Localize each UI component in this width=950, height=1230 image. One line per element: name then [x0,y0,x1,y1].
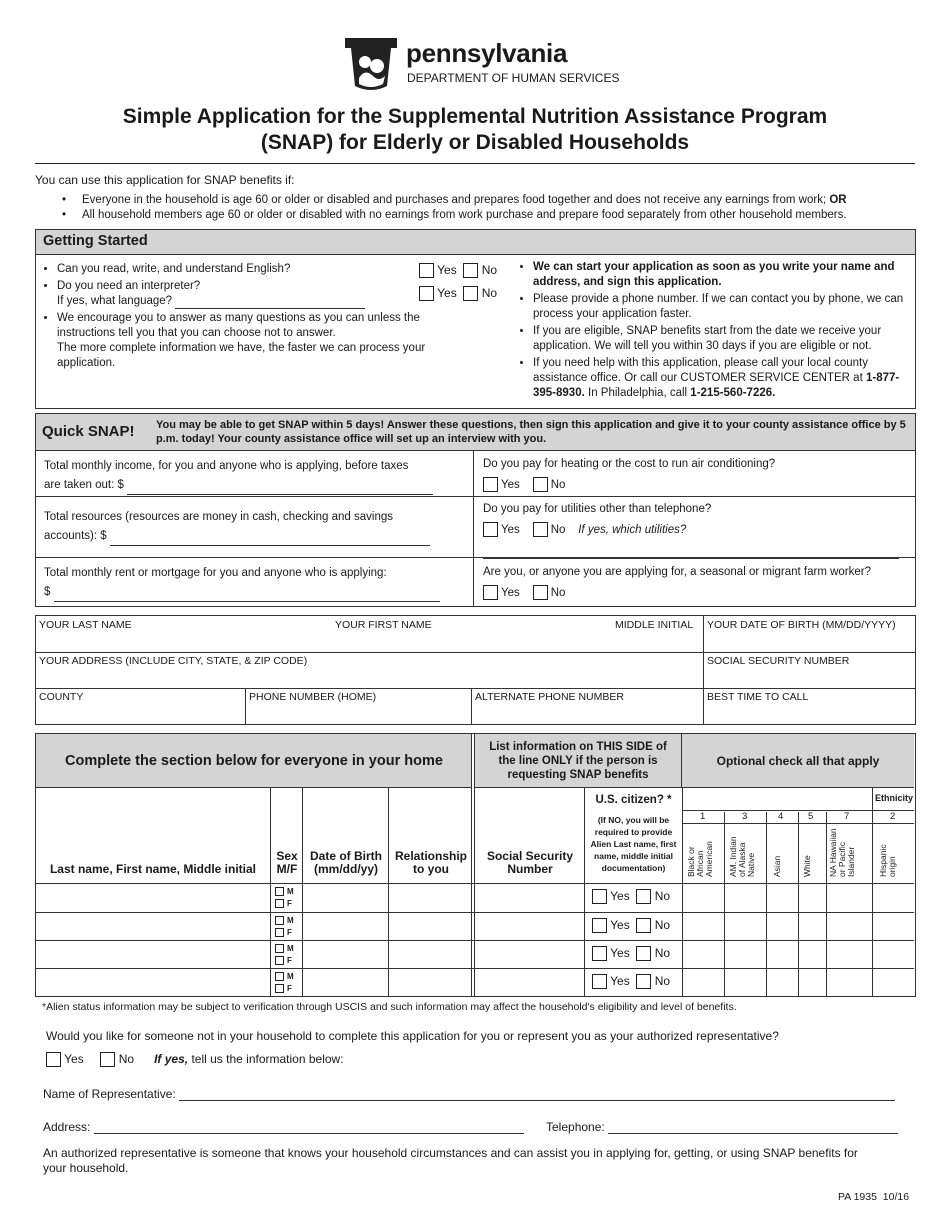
alt-phone-field[interactable]: ALTERNATE PHONE NUMBER [475,691,624,703]
col-ssn-header: Social Security Number [486,849,574,876]
citizen-yes-checkbox[interactable] [592,889,607,904]
sex-checkboxes: M F [275,971,294,995]
rep-note: An authorized representative is someone that knows your household circumstances and can assist you in applying for, getting, or using SNAP benefits for your household. [43,1146,858,1175]
form-id: PA 1935 10/16 [838,1191,910,1203]
first-name-field[interactable]: YOUR FIRST NAME [335,619,432,631]
page-title [0,104,950,156]
race-col-labels [682,827,914,879]
getting-started-right [519,260,911,403]
sex-m-checkbox[interactable] [275,944,284,953]
sex-m-checkbox[interactable] [275,887,284,896]
sex-checkboxes: M F [275,915,294,939]
home-phone-field[interactable]: PHONE NUMBER (HOME) [249,691,377,703]
rent-field[interactable] [54,601,440,602]
utilities-yes-checkbox[interactable] [483,522,498,537]
resources-field-group: Total resources (resources are money in cash, checking and savings accounts): $ [44,508,464,546]
income-field[interactable] [127,494,433,495]
quick-snap-section [35,413,916,607]
language-field[interactable] [175,308,365,309]
citizen-no-checkbox[interactable] [636,974,651,989]
utilities-no-checkbox[interactable] [533,522,548,537]
logo-name: pennsylvania [406,38,568,68]
household-mid-header: List information on THIS SIDE of the line ONLY if the person is requesting SNAP benefits [475,734,682,788]
col-dob-header: Date of Birth (mm/dd/yy) [310,849,382,876]
table-row [36,884,914,912]
citizen-yes-checkbox[interactable] [592,918,607,933]
q-encourage: • We encourage you to answer as many questions as you can unless the instructions tell you that you can choose not to answer. The more complete information we have, the faster we can process your application. [57,311,433,371]
sex-checkboxes: M F [275,943,294,967]
rent-field-group: Total monthly rent or mortgage for you and anyone who is applying: $ [44,564,464,602]
heating-yes-checkbox[interactable] [483,477,498,492]
citizen-no-checkbox[interactable] [636,918,651,933]
citizen-no-checkbox[interactable] [636,889,651,904]
personal-info-section [35,615,916,725]
quick-snap-header [36,414,915,451]
quick-snap-row-line-1 [36,496,915,497]
address-field[interactable]: YOUR ADDRESS (INCLUDE CITY, STATE, & ZIP CODE) [39,655,308,667]
utilities-which-field[interactable] [483,549,899,559]
q-english: • Can you read, write, and understand English? [57,262,433,277]
rep-address-row: Address: [43,1120,524,1134]
sex-m-checkbox[interactable] [275,916,284,925]
race-am-indian-label: AM. Indian of Alaska Native [728,836,756,877]
col-citizen-header: U.S. citizen? * [595,794,672,806]
interpreter-no-checkbox[interactable] [463,286,478,301]
race-white-label: White [802,855,812,877]
interpreter-yes-no: Yes No [419,286,497,301]
farm-yes-checkbox[interactable] [483,585,498,600]
heating-no-checkbox[interactable] [533,477,548,492]
title-line-2: (SNAP) for Elderly or Disabled Households [260,131,690,154]
quick-snap-title: Quick SNAP! [42,423,135,440]
rep-yes-no: Yes No If yes, tell us the information below: [46,1052,344,1067]
intro-text: You can use this application for SNAP benefits if: [35,173,295,187]
q-interpreter: • Do you need an interpreter? If yes, what language? [57,279,433,309]
citizen-yes-no: Yes No [592,974,670,989]
household-right-header: Optional check all that apply [682,734,914,788]
rep-name-row: Name of Representative: [43,1087,895,1101]
best-time-field[interactable]: BEST TIME TO CALL [707,691,809,703]
table-row [36,969,914,997]
sex-m-checkbox[interactable] [275,972,284,981]
citizen-yes-no: Yes No [592,889,670,904]
table-row [36,941,914,969]
rep-yes-checkbox[interactable] [46,1052,61,1067]
logo-dept: DEPARTMENT OF HUMAN SERVICES [407,71,620,85]
col-relationship-header: Relationship to you [394,849,467,876]
english-yes-checkbox[interactable] [419,263,434,278]
note-eligible: • If you are eligible, SNAP benefits start from the date we receive your application. We will tell you within 30 days if you are eligible or not. [533,324,911,354]
title-divider [35,163,915,164]
note-help: • If you need help with this application, please call your local county assistance office. Or call our CUSTOMER SERVICE CENTER at 1-877-395-8930. In Philadelphia, call 1-215-560-7226. [533,356,911,401]
table-row [36,913,914,941]
getting-started-left [43,262,433,373]
col-sex-header: Sex M/F [276,849,298,876]
title-line-1: Simple Application for the Supplemental Nutrition Assistance Program [122,105,828,128]
getting-started-section [35,229,916,409]
getting-started-header: Getting Started [36,230,915,255]
keystone-family-icon [343,36,399,92]
interpreter-yes-checkbox[interactable] [419,286,434,301]
ethnicity-hispanic-label: Hispanic origin [878,844,897,877]
citizen-yes-checkbox[interactable] [592,946,607,961]
citizen-yes-no: Yes No [592,918,670,933]
utilities-question: Do you pay for utilities other than telephone? Yes No If yes, which utilities? [483,500,908,559]
intro-bullet-2: • All household members age 60 or older or disabled with no earnings from work purchase and prepare food separately from other household members. [62,209,847,221]
note-phone: • Please provide a phone number. If we can contact you by phone, we can process your application faster. [533,292,911,322]
intro-bullet-1: • Everyone in the household is age 60 or older or disabled and purchases and prepares food together and does not receive any earnings from work; OR [62,194,847,206]
ethnicity-header: Ethnicity [874,793,913,803]
resources-field[interactable] [110,545,430,546]
citizen-yes-no: Yes No [592,946,670,961]
last-name-field[interactable]: YOUR LAST NAME [39,619,132,631]
intro-bullets [62,193,922,223]
sex-f-checkbox[interactable] [275,956,284,965]
col-citizen-note: (If NO, you will be required to provide Alien Last name, first name, middle initial documentation) [590,815,677,873]
county-field[interactable]: COUNTY [39,691,84,703]
rep-question: Would you like for someone not in your household to complete this application for you or represent you as your authorized representative? [46,1029,779,1043]
dhs-logo [343,36,633,92]
dob-field[interactable]: YOUR DATE OF BIRTH (MM/DD/YYYY) [707,619,896,631]
quick-snap-text: You may be able to get SNAP within 5 days! Answer these questions, then sign this application and give it to your county assistance office by 5 p.m. today! Your county assistance office will set up an interview with you. [156,419,906,445]
household-left-header: Complete the section below for everyone in your home [36,734,472,788]
rep-no-checkbox[interactable] [100,1052,115,1067]
race-black-label: Black or African American [686,841,714,877]
alien-footnote: *Alien status information may be subject to verification through USCIS and such information may affect the household's eligibility and level of benefits. [42,1001,737,1013]
sex-checkboxes: M F [275,886,294,910]
english-yes-no: Yes No [419,263,497,278]
note-start: • We can start your application as soon as you write your name and address, and sign this application. [533,260,911,290]
sex-f-checkbox[interactable] [275,984,284,993]
race-hawaiian-label: NA Hawaiian or Pacific Islander [828,828,856,877]
rep-phone-row: Telephone: [546,1120,898,1134]
col-name-header: Last name, First name, Middle initial [49,862,257,876]
quick-snap-divider-v [473,451,474,607]
heating-question: Do you pay for heating or the cost to run air conditioning? Yes No [483,458,776,491]
citizen-no-checkbox[interactable] [636,946,651,961]
race-asian-label: Asian [772,855,782,877]
household-section: Complete the section below for everyone in your home List information on THIS SIDE of the line ONLY if the person is requesting SNAP benefits Optional check all that apply Last name, First name, Middle initial Sex M/F Date of Birth (mm/dd/yy) Relationship to you Social Security Number U.S. citizen? * (If NO, you will be required to provide Alien Last name, first name, middle initial documentation) Ethnicity 1 3 4 5 7 2 Black or African American AM. Indian of Alaska Native Asian White NA Hawaiian or Pacific Islander Hispanic origin M F Yes No M F Yes No M F Yes No M F Yes No [35,733,916,997]
farm-question: Are you, or anyone you are applying for, a seasonal or migrant farm worker? Yes No [483,566,872,599]
farm-no-checkbox[interactable] [533,585,548,600]
ssn-field[interactable]: SOCIAL SECURITY NUMBER [707,655,850,667]
rep-phone-field[interactable] [608,1133,898,1134]
sex-f-checkbox[interactable] [275,928,284,937]
rep-address-field[interactable] [94,1133,524,1134]
rep-name-field[interactable] [179,1100,895,1101]
income-field-group: Total monthly income, for you and anyone who is applying, before taxes are taken out: $ [44,457,464,495]
english-no-checkbox[interactable] [463,263,478,278]
sex-f-checkbox[interactable] [275,899,284,908]
middle-initial-field[interactable]: MIDDLE INITIAL [615,619,694,631]
citizen-yes-checkbox[interactable] [592,974,607,989]
